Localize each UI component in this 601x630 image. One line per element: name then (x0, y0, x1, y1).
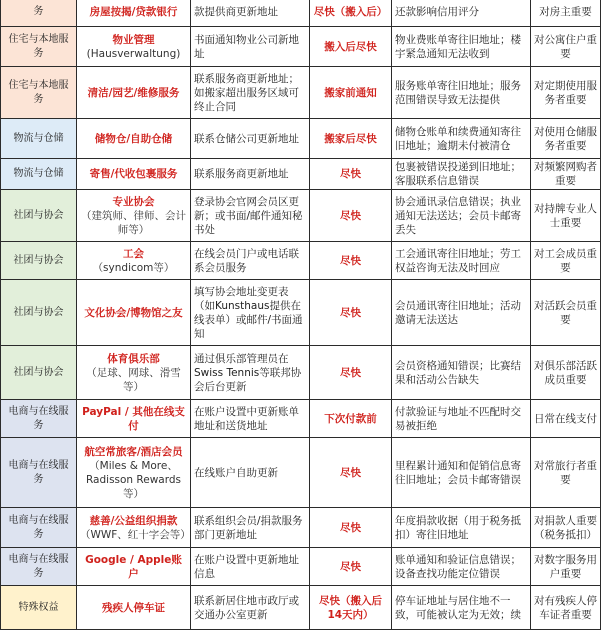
category-cell: 务 (1, 0, 77, 27)
method-cell: 在线账户自助更新 (191, 438, 310, 508)
service-detail: （足球、网球、滑雪等） (86, 366, 181, 393)
timing-cell: 尽快 (310, 438, 392, 508)
service-name: 寄售/代收包裹服务 (89, 168, 178, 180)
risk-cell: 会员通讯寄往旧地址；活动邀请无法送达 (392, 280, 531, 346)
service-detail: （Miles & More、Radisson Rewards等） (85, 459, 181, 500)
timing-cell: 搬家后尽快 (310, 119, 392, 159)
priority-cell: 对俱乐部活跃成员重要 (531, 346, 601, 400)
category-cell: 物流与仓储 (1, 119, 77, 159)
method-cell: 款提供商更新地址 (191, 0, 310, 27)
table-row (1, 438, 601, 508)
service-detail: （建筑师、律师、会计师等） (81, 209, 186, 236)
risk-cell: 包裹被错误投递到旧地址；客服联系信息错误 (392, 159, 531, 190)
table-row (1, 346, 601, 400)
service-cell (77, 0, 191, 27)
service-detail: （syndicom等） (92, 261, 175, 274)
risk-cell: 付款验证与地址不匹配时交易被拒绝 (392, 400, 531, 438)
service-name: 房屋按揭/贷款银行 (89, 5, 178, 18)
risk-cell: 停车证地址与居住地不一致，可能被认定为无效；续 (392, 586, 531, 630)
service-cell (77, 190, 191, 242)
service-detail: （WWF、红十字会等） (80, 528, 191, 541)
method-cell: 登录协会官网会员区更新；或书面/邮件通知秘书处 (191, 190, 310, 242)
service-cell (77, 548, 191, 586)
priority-cell: 对捐款人重要（税务抵扣） (531, 508, 601, 548)
category-cell: 特殊权益 (1, 586, 77, 630)
service-name: PayPal / 其他在线支付 (82, 405, 185, 432)
category-cell: 住宅与本地服务 (1, 67, 77, 119)
table-row (1, 400, 601, 438)
service-name: 储物仓/自助仓储 (94, 132, 173, 145)
method-cell: 联系服务商更新地址；如搬家超出服务区域可终止合同 (191, 67, 310, 119)
service-cell (77, 159, 191, 190)
priority-cell: 对有残疾人停车证者重要 (531, 586, 601, 630)
timing-cell: 尽快 (310, 280, 392, 346)
service-cell (77, 242, 191, 280)
table-row (1, 159, 601, 190)
priority-cell: 对公寓住户重要 (531, 27, 601, 67)
service-name: 残疾人停车证 (102, 601, 165, 614)
risk-cell: 物业费账单寄往旧地址；楼宇紧急通知无法收到 (392, 27, 531, 67)
method-cell: 联系服务商更新地址 (191, 159, 310, 190)
method-cell: 在账户设置中更新账单地址和送货地址 (191, 400, 310, 438)
category-cell: 社团与协会 (1, 190, 77, 242)
timing-cell: 搬入后尽快 (310, 27, 392, 67)
service-cell (77, 438, 191, 508)
service-name: 清洁/园艺/维修服务 (87, 86, 180, 99)
service-name: 慈善/公益组织捐款 (89, 514, 178, 527)
service-cell (77, 508, 191, 548)
table-row (1, 508, 601, 548)
category-cell: 社团与协会 (1, 280, 77, 346)
method-cell: 在线会员门户或电话联系会员服务 (191, 242, 310, 280)
priority-cell: 日常在线支付 (531, 400, 601, 438)
table-row (1, 27, 601, 67)
service-cell (77, 119, 191, 159)
service-cell (77, 280, 191, 346)
category-cell: 物流与仓储 (1, 159, 77, 190)
service-name: 体育俱乐部 (107, 352, 160, 365)
priority-cell: 对定期使用服务者重要 (531, 67, 601, 119)
method-cell: 在账户设置中更新地址信息 (191, 548, 310, 586)
priority-cell: 对工会成员重要 (531, 242, 601, 280)
risk-cell: 还款影响信用评分 (392, 0, 531, 27)
timing-cell: 尽快 (310, 190, 392, 242)
timing-cell: 尽快 (310, 159, 392, 190)
service-name: 物业管理 (112, 33, 155, 46)
method-cell: 填写协会地址变更表（如Kunsthaus提供在线表单）或邮件/书面通知 (191, 280, 310, 346)
table-row (1, 280, 601, 346)
priority-cell: 对活跃会员重要 (531, 280, 601, 346)
service-name: Google / Apple账户 (85, 553, 182, 580)
table-row (1, 190, 601, 242)
method-cell: 书面通知物业公司新地址 (191, 27, 310, 67)
timing-cell: 搬家前通知 (310, 67, 392, 119)
risk-cell: 年度捐款收据（用于税务抵扣）寄往旧地址 (392, 508, 531, 548)
service-name: 专业协会 (112, 195, 155, 208)
timing-cell: 下次付款前 (310, 400, 392, 438)
service-cell (77, 346, 191, 400)
category-cell: 住宅与本地服务 (1, 27, 77, 67)
risk-cell: 工会通讯寄往旧地址；劳工权益咨询无法及时回应 (392, 242, 531, 280)
timing-cell: 尽快 (310, 346, 392, 400)
risk-cell: 里程累计通知和促销信息寄往旧地址；会员卡邮寄错误 (392, 438, 531, 508)
priority-cell: 对频繁网购者重要 (531, 159, 601, 190)
table-body (1, 0, 601, 630)
risk-cell: 储物仓账单和续费通知寄往旧地址；逾期未付被清仓 (392, 119, 531, 159)
table-row (1, 67, 601, 119)
method-cell: 通过俱乐部管理员在Swiss Tennis等联邦协会后台更新 (191, 346, 310, 400)
priority-cell: 对使用仓储服务者重要 (531, 119, 601, 159)
method-cell: 联系组织会员/捐款服务部门更新地址 (191, 508, 310, 548)
timing-cell: 尽快（搬入后14天内） (310, 586, 392, 630)
category-cell: 社团与协会 (1, 346, 77, 400)
service-name: 文化协会/博物馆之友 (84, 306, 183, 319)
category-cell: 电商与在线服务 (1, 548, 77, 586)
category-cell: 社团与协会 (1, 242, 77, 280)
timing-cell: 尽快（搬入后） (310, 0, 392, 27)
table-row (1, 586, 601, 630)
priority-cell: 对常旅行者重要 (531, 438, 601, 508)
priority-cell: 对房主重要 (531, 0, 601, 27)
service-cell (77, 400, 191, 438)
priority-cell: 对持牌专业人士重要 (531, 190, 601, 242)
table-row (1, 242, 601, 280)
table-row (1, 0, 601, 27)
service-cell (77, 586, 191, 630)
risk-cell: 服务账单寄往旧地址；服务范围错误导致无法提供 (392, 67, 531, 119)
table-row (1, 119, 601, 159)
service-name: 工会 (123, 247, 144, 260)
method-cell: 联系新居住地市政厅或交通办公室更新 (191, 586, 310, 630)
service-cell (77, 67, 191, 119)
method-cell: 联系仓储公司更新地址 (191, 119, 310, 159)
timing-cell: 尽快 (310, 508, 392, 548)
risk-cell: 会员资格通知错误；比赛结果和活动公告缺失 (392, 346, 531, 400)
timing-cell: 尽快 (310, 548, 392, 586)
category-cell: 电商与在线服务 (1, 508, 77, 548)
service-detail: (Hausverwaltung) (86, 47, 181, 60)
timing-cell: 尽快 (310, 242, 392, 280)
priority-cell: 对数字服务用户重要 (531, 548, 601, 586)
category-cell: 电商与在线服务 (1, 438, 77, 508)
service-cell (77, 27, 191, 67)
category-cell: 电商与在线服务 (1, 400, 77, 438)
service-name: 航空常旅客/酒店会员 (84, 445, 183, 458)
risk-cell: 账单通知和验证信息错误；设备查找功能定位错误 (392, 548, 531, 586)
risk-cell: 协会通讯录信息错误；执业通知无法送达；会员卡邮寄丢失 (392, 190, 531, 242)
table-row (1, 548, 601, 586)
